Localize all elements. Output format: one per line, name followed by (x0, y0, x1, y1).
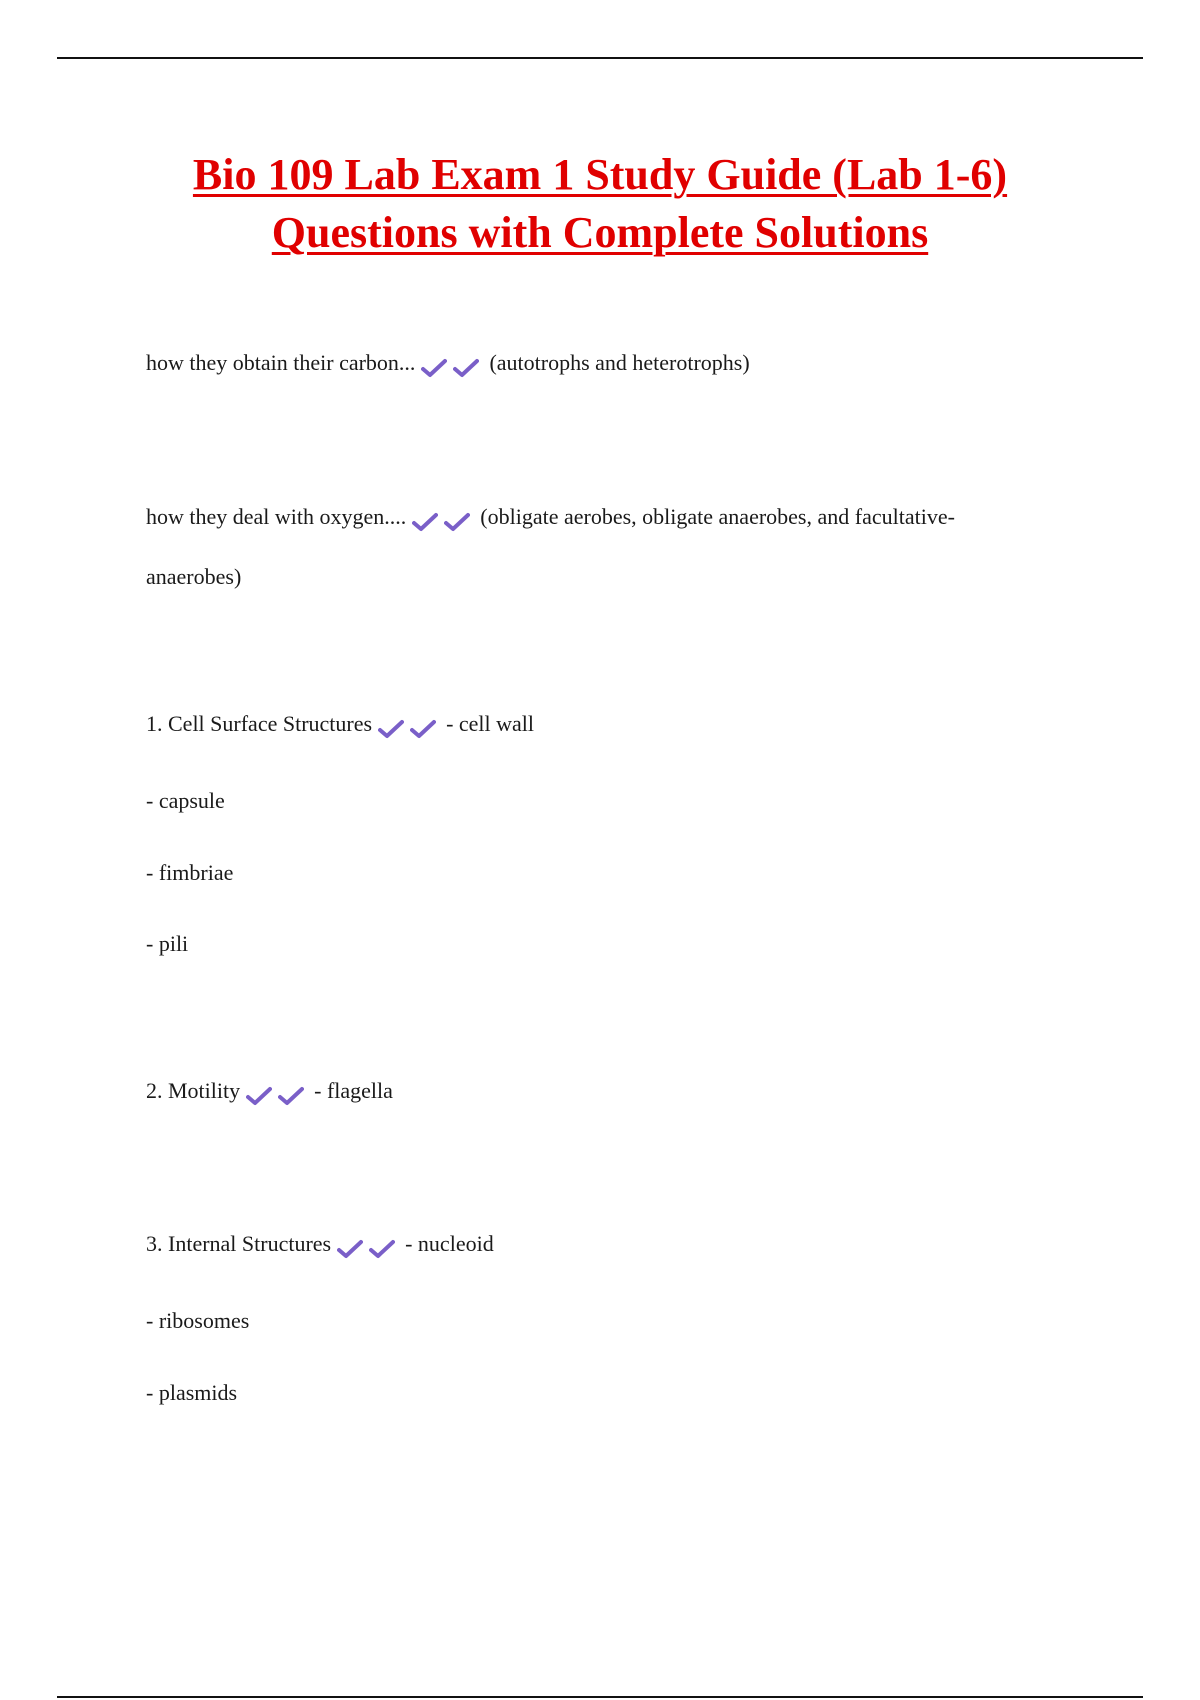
double-check-icon (421, 351, 485, 381)
answer-continued: anaerobes) (146, 564, 242, 589)
check-icon (421, 358, 447, 378)
question-text: 2. Motility (146, 1078, 241, 1103)
check-icon (410, 719, 436, 739)
double-check-icon (337, 1232, 401, 1262)
check-icon (369, 1239, 395, 1259)
check-icon (444, 512, 470, 532)
check-icon (412, 512, 438, 532)
check-icon (453, 358, 479, 378)
qa-line-internal-structures (146, 1229, 494, 1262)
check-icon (278, 1086, 304, 1106)
footer-rule (57, 1696, 1143, 1698)
question-text: how they deal with oxygen.... (146, 504, 407, 529)
qa-line-carbon (146, 348, 750, 381)
double-check-icon (378, 712, 442, 742)
double-check-icon (246, 1079, 310, 1109)
answer-text: - cell wall (446, 711, 535, 736)
check-icon (378, 719, 404, 739)
title-line-2: Questions with Complete Solutions (271, 208, 929, 257)
question-text: 1. Cell Surface Structures (146, 711, 373, 736)
answer-text: (obligate aerobes, obligate anaerobes, and facultative- (480, 504, 955, 529)
list-item: - pili (146, 931, 189, 956)
qa-line-cell-surface (146, 709, 534, 742)
list-item: - fimbriae (146, 860, 234, 885)
question-text: 3. Internal Structures (146, 1231, 332, 1256)
qa-line-oxygen (146, 502, 955, 535)
answer-text: - nucleoid (405, 1231, 494, 1256)
check-icon (337, 1239, 363, 1259)
list-item: - plasmids (146, 1380, 238, 1405)
question-text: how they obtain their carbon... (146, 350, 416, 375)
title-line-1: Bio 109 Lab Exam 1 Study Guide (Lab 1-6) (192, 150, 1008, 199)
check-icon (246, 1086, 272, 1106)
qa-line-motility (146, 1076, 393, 1109)
header-rule (57, 57, 1143, 59)
list-item: - capsule (146, 788, 225, 813)
answer-text: (autotrophs and heterotrophs) (489, 350, 750, 375)
double-check-icon (412, 505, 476, 535)
answer-text: - flagella (314, 1078, 393, 1103)
list-item: - ribosomes (146, 1308, 250, 1333)
document-title (0, 146, 1200, 262)
